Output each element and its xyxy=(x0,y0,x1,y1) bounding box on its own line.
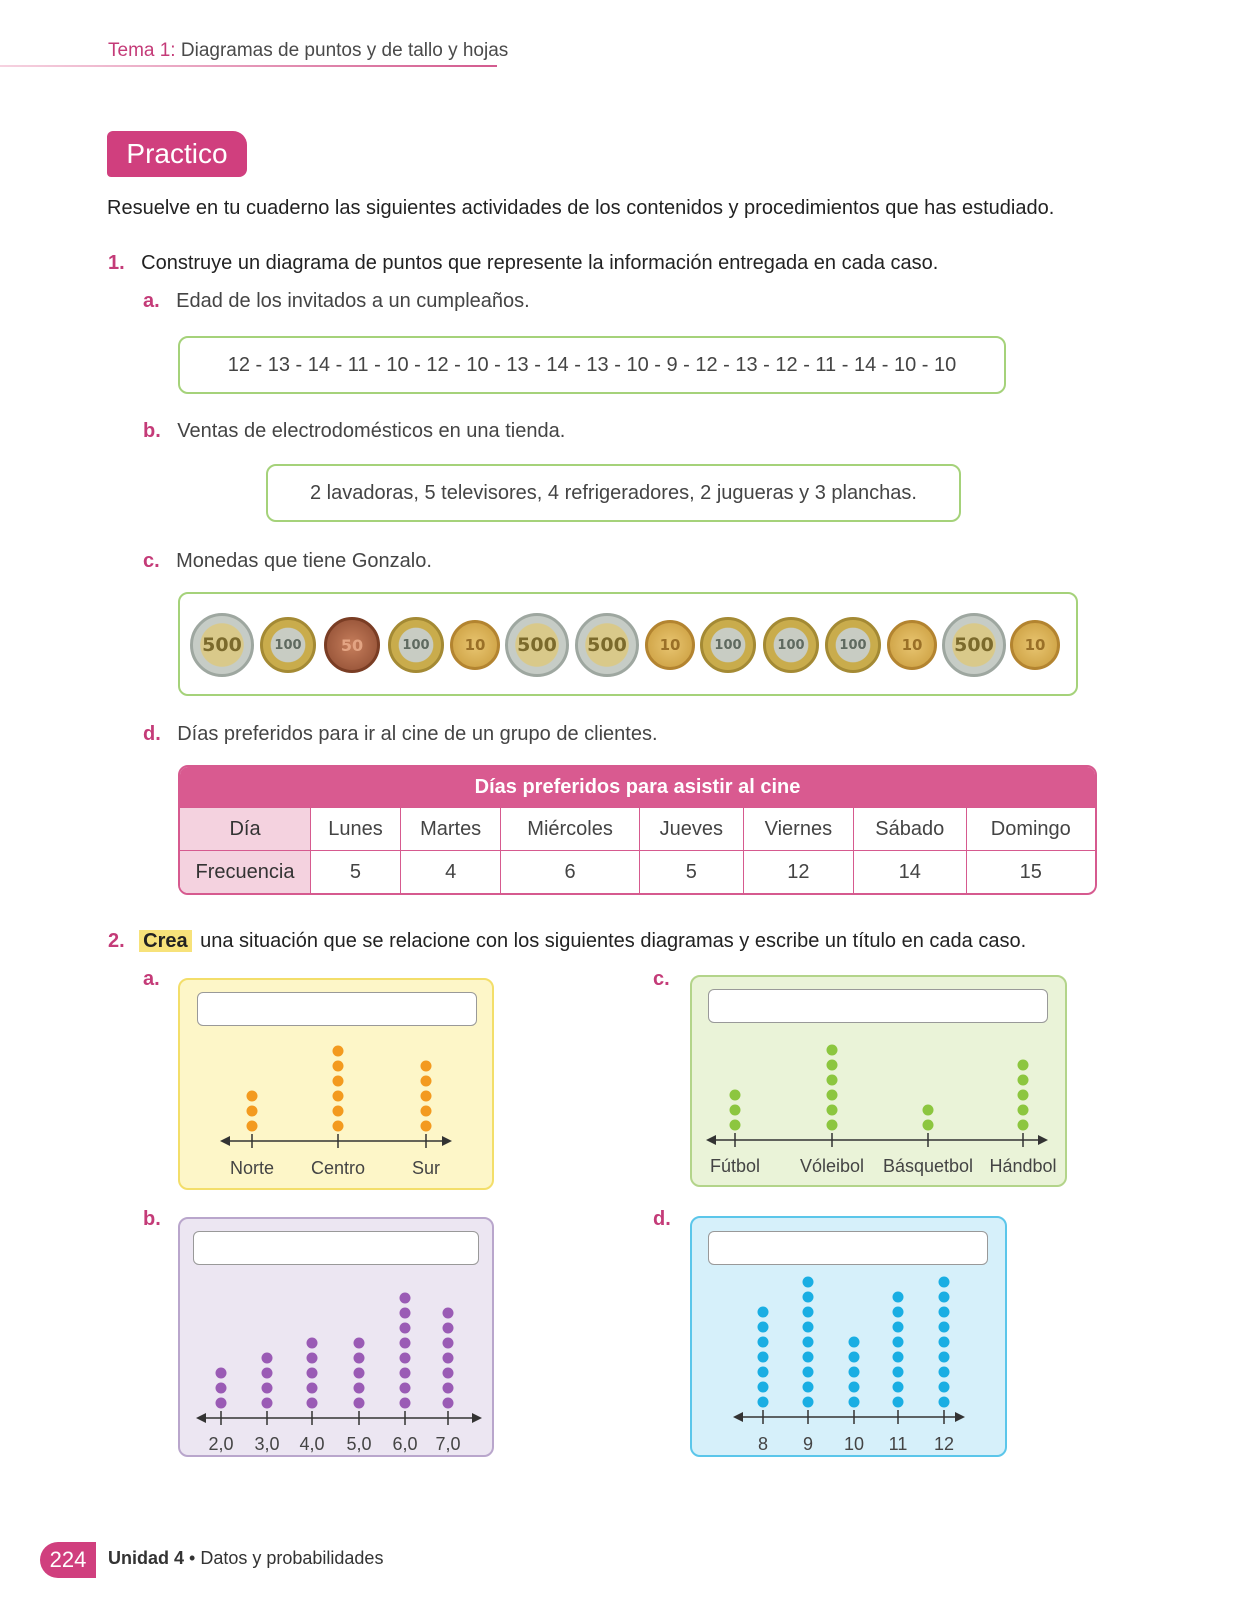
dot-point-c xyxy=(1018,1120,1029,1131)
practico-badge: Practico xyxy=(107,131,247,177)
dot-point-b xyxy=(307,1353,318,1364)
tick-label-a: Sur xyxy=(411,1158,441,1178)
q1a-text: Edad de los invitados a un cumpleaños. xyxy=(176,290,530,312)
footer-topic: Datos y probabilidades xyxy=(200,1548,384,1568)
table-title: Días preferidos para asistir al cine xyxy=(180,767,1095,807)
dot-point-d xyxy=(893,1322,904,1333)
q2b-letter: b. xyxy=(143,1208,161,1230)
dot-point-b xyxy=(443,1383,454,1394)
dot-point-d xyxy=(758,1322,769,1333)
dot-point-b xyxy=(307,1368,318,1379)
dot-point-d xyxy=(803,1277,814,1288)
table-cell-day: Jueves xyxy=(640,807,744,850)
tick-label-d: 11 xyxy=(888,1434,908,1454)
footer-unit xyxy=(108,1548,383,1569)
tick-label-d: 8 xyxy=(757,1434,769,1454)
table-cell-frequency: 5 xyxy=(311,850,401,893)
dot-point-c xyxy=(827,1090,838,1101)
table-cell-day: Miércoles xyxy=(501,807,640,850)
axis-arrow-right-d xyxy=(955,1412,965,1422)
dot-point-c xyxy=(1018,1105,1029,1116)
dot-point-d xyxy=(758,1382,769,1393)
tick-label-b: 2,0 xyxy=(208,1434,234,1454)
dot-point-d xyxy=(803,1337,814,1348)
tick-label-c: Básquetbol xyxy=(882,1156,974,1176)
coin-500: 500 xyxy=(575,613,639,677)
table-cell-day: Martes xyxy=(401,807,501,850)
coin-100: 100 xyxy=(388,617,444,673)
dot-point-d xyxy=(939,1352,950,1363)
tick-label-b: 7,0 xyxy=(435,1434,461,1454)
dot-point-c xyxy=(1018,1075,1029,1086)
dot-point-c xyxy=(1018,1090,1029,1101)
dot-point-c xyxy=(827,1120,838,1131)
table-row-head-frequency: Frecuencia xyxy=(180,850,311,893)
question-1-text: Construye un diagrama de puntos que represente la información entregada en cada caso. xyxy=(141,252,939,274)
tick-label-d: 10 xyxy=(843,1434,865,1454)
tick-label-d: 9 xyxy=(802,1434,814,1454)
dot-point-b xyxy=(400,1353,411,1364)
dot-point-c xyxy=(923,1120,934,1131)
dot-point-a xyxy=(333,1121,344,1132)
dot-point-b xyxy=(262,1383,273,1394)
q2a-letter: a. xyxy=(143,968,160,990)
dot-point-d xyxy=(758,1307,769,1318)
dot-point-d xyxy=(939,1307,950,1318)
table-cell-frequency: 14 xyxy=(854,850,967,893)
dot-point-b xyxy=(400,1293,411,1304)
dot-point-b xyxy=(400,1308,411,1319)
dot-point-d xyxy=(758,1337,769,1348)
dot-point-a xyxy=(333,1106,344,1117)
dot-point-d xyxy=(849,1397,860,1408)
axis-arrow-left-a xyxy=(220,1136,230,1146)
dot-point-b xyxy=(400,1368,411,1379)
dot-point-d xyxy=(803,1382,814,1393)
dot-point-b xyxy=(400,1383,411,1394)
intro-text: Resuelve en tu cuaderno las siguientes actividades de los contenidos y procedimientos que has estudiado. xyxy=(107,197,1055,219)
footer-separator: • xyxy=(184,1548,201,1568)
table-cell-frequency: 5 xyxy=(640,850,744,893)
tick-label-b: 6,0 xyxy=(392,1434,418,1454)
q1a-letter: a. xyxy=(143,290,160,312)
dot-point-b xyxy=(216,1398,227,1409)
coin-100: 100 xyxy=(260,617,316,673)
q1c-text: Monedas que tiene Gonzalo. xyxy=(176,550,432,572)
table-cell-day: Viernes xyxy=(744,807,854,850)
dot-point-b xyxy=(443,1353,454,1364)
coin-100: 100 xyxy=(763,617,819,673)
dot-point-d xyxy=(803,1292,814,1303)
q1b-text: Ventas de electrodomésticos en una tienda. xyxy=(177,420,566,442)
dot-point-b xyxy=(262,1368,273,1379)
table-cell-frequency: 12 xyxy=(744,850,854,893)
tick-label-b: 5,0 xyxy=(346,1434,372,1454)
dot-point-a xyxy=(421,1076,432,1087)
dot-point-a xyxy=(421,1121,432,1132)
dot-point-a xyxy=(421,1091,432,1102)
dot-point-c xyxy=(730,1105,741,1116)
tick-label-d: 12 xyxy=(933,1434,955,1454)
dot-point-d xyxy=(893,1397,904,1408)
q1b-data-box: 2 lavadoras, 5 televisores, 4 refrigeradores, 2 jugueras y 3 planchas. xyxy=(266,464,961,522)
dot-point-a xyxy=(421,1106,432,1117)
coin-10: 10 xyxy=(450,620,500,670)
dot-point-c xyxy=(827,1060,838,1071)
q1d-letter: d. xyxy=(143,723,161,745)
dot-point-b xyxy=(354,1353,365,1364)
dot-point-d xyxy=(849,1382,860,1393)
dot-point-b xyxy=(443,1398,454,1409)
axis-arrow-right-a xyxy=(442,1136,452,1146)
dot-point-b xyxy=(443,1323,454,1334)
dot-point-d xyxy=(939,1367,950,1378)
q2c-letter: c. xyxy=(653,968,670,990)
q1c-letter: c. xyxy=(143,550,160,572)
coin-50: 50 xyxy=(324,617,380,673)
dot-point-b xyxy=(443,1368,454,1379)
dot-point-d xyxy=(803,1352,814,1363)
dot-point-b xyxy=(354,1368,365,1379)
dot-point-a xyxy=(333,1091,344,1102)
dot-point-a xyxy=(247,1106,258,1117)
dot-point-c xyxy=(827,1105,838,1116)
table-cell-day: Sábado xyxy=(854,807,967,850)
coin-100: 100 xyxy=(700,617,756,673)
coin-10: 10 xyxy=(887,620,937,670)
axis-arrow-left-c xyxy=(706,1135,716,1145)
dot-point-d xyxy=(803,1322,814,1333)
question-1-number: 1. xyxy=(108,252,125,274)
coin-10: 10 xyxy=(645,620,695,670)
tick-label-c: Vóleibol xyxy=(799,1156,865,1176)
table-cell-day: Lunes xyxy=(311,807,401,850)
dot-point-b xyxy=(354,1383,365,1394)
dot-point-c xyxy=(827,1045,838,1056)
table-row-head-day: Día xyxy=(180,807,311,850)
dot-point-c xyxy=(827,1075,838,1086)
dot-point-b xyxy=(400,1323,411,1334)
dot-point-c xyxy=(730,1120,741,1131)
dot-point-b xyxy=(307,1398,318,1409)
dot-point-b xyxy=(216,1383,227,1394)
dot-point-d xyxy=(803,1397,814,1408)
axis-arrow-right-b xyxy=(472,1413,482,1423)
dot-point-c xyxy=(923,1105,934,1116)
coin-10: 10 xyxy=(1010,620,1060,670)
dot-point-d xyxy=(893,1352,904,1363)
dot-point-d xyxy=(893,1337,904,1348)
dot-point-b xyxy=(307,1338,318,1349)
table-cell-frequency: 6 xyxy=(501,850,640,893)
dot-point-d xyxy=(849,1367,860,1378)
coin-500: 500 xyxy=(190,613,254,677)
dot-point-a xyxy=(247,1091,258,1102)
dot-point-d xyxy=(849,1337,860,1348)
dot-point-b xyxy=(354,1398,365,1409)
crea-highlight: Crea xyxy=(139,930,191,952)
dot-point-b xyxy=(443,1338,454,1349)
question-2-number: 2. xyxy=(108,930,125,952)
dot-point-a xyxy=(421,1061,432,1072)
dot-point-b xyxy=(262,1353,273,1364)
dot-point-d xyxy=(893,1292,904,1303)
dot-point-c xyxy=(730,1090,741,1101)
dot-point-a xyxy=(333,1061,344,1072)
tick-label-b: 3,0 xyxy=(254,1434,280,1454)
dot-point-c xyxy=(1018,1060,1029,1071)
axis-arrow-left-d xyxy=(733,1412,743,1422)
tick-label-c: Fútbol xyxy=(709,1156,761,1176)
tick-label-c: Hándbol xyxy=(989,1156,1057,1176)
dot-point-a xyxy=(247,1121,258,1132)
coin-500: 500 xyxy=(505,613,569,677)
dot-point-d xyxy=(893,1367,904,1378)
dot-point-d xyxy=(758,1367,769,1378)
q1d-text: Días preferidos para ir al cine de un grupo de clientes. xyxy=(177,723,658,745)
dot-point-d xyxy=(939,1337,950,1348)
dot-point-b xyxy=(307,1383,318,1394)
dot-point-d xyxy=(893,1382,904,1393)
table-cell-day: Domingo xyxy=(967,807,1095,850)
dot-point-d xyxy=(939,1322,950,1333)
dot-point-b xyxy=(400,1338,411,1349)
dot-point-a xyxy=(333,1046,344,1057)
page-number: 224 xyxy=(40,1542,96,1578)
dot-point-d xyxy=(803,1367,814,1378)
dot-point-d xyxy=(758,1352,769,1363)
tick-label-a: Norte xyxy=(229,1158,275,1178)
dot-point-a xyxy=(333,1076,344,1087)
axis-arrow-left-b xyxy=(196,1413,206,1423)
q2d-letter: d. xyxy=(653,1208,671,1230)
footer-unit-name: Unidad 4 xyxy=(108,1548,185,1568)
coin-100: 100 xyxy=(825,617,881,673)
table-cell-frequency: 4 xyxy=(401,850,501,893)
dot-point-d xyxy=(939,1382,950,1393)
dot-point-b xyxy=(354,1338,365,1349)
table-cell-frequency: 15 xyxy=(967,850,1095,893)
dot-point-d xyxy=(893,1307,904,1318)
tick-label-a: Centro xyxy=(310,1158,366,1178)
coin-500: 500 xyxy=(942,613,1006,677)
dot-point-d xyxy=(803,1307,814,1318)
tick-label-b: 4,0 xyxy=(299,1434,325,1454)
header-tema-title: Diagramas de puntos y de tallo y hojas xyxy=(180,40,509,61)
question-2-text: una situación que se relacione con los siguientes diagramas y escribe un título en cada caso. xyxy=(200,930,1027,952)
dot-point-b xyxy=(443,1308,454,1319)
dot-point-b xyxy=(262,1398,273,1409)
dot-point-d xyxy=(939,1277,950,1288)
dot-point-d xyxy=(849,1352,860,1363)
dot-point-b xyxy=(216,1368,227,1379)
dot-point-b xyxy=(400,1398,411,1409)
dot-point-d xyxy=(939,1397,950,1408)
header-tema-label: Tema 1: xyxy=(108,40,176,61)
q1b-letter: b. xyxy=(143,420,161,442)
axis-arrow-right-c xyxy=(1038,1135,1048,1145)
dot-point-d xyxy=(758,1397,769,1408)
q1a-data-box: 12 - 13 - 14 - 11 - 10 - 12 - 10 - 13 - 14 - 13 - 10 - 9 - 12 - 13 - 12 - 11 - 14 - 10 - 10 xyxy=(178,336,1006,394)
dot-point-d xyxy=(939,1292,950,1303)
